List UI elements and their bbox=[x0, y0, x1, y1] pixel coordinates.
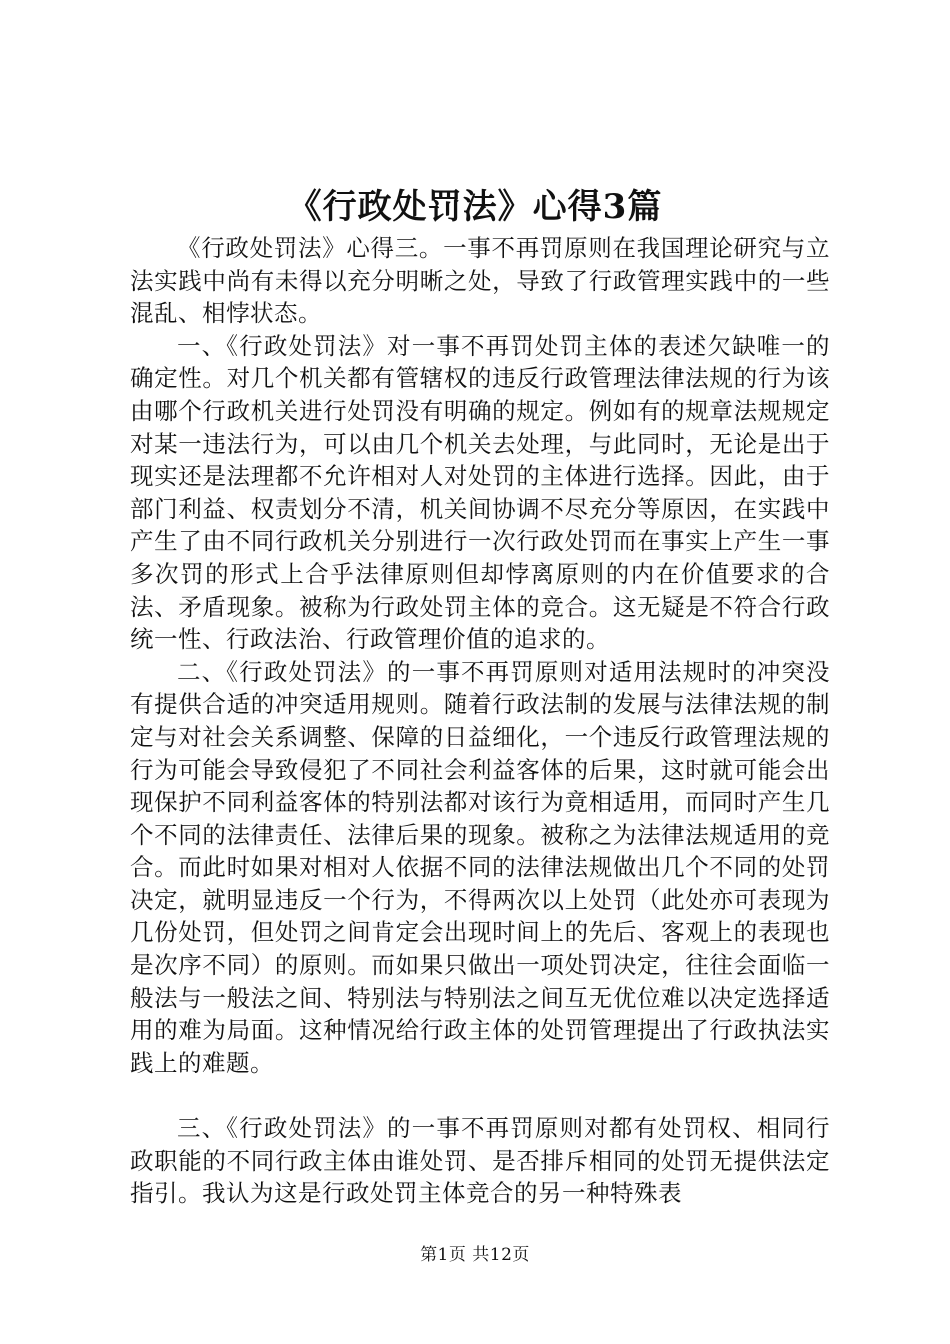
page-footer: 第1页 共12页 bbox=[420, 1245, 530, 1265]
paragraph-section-3: 三、《行政处罚法》的一事不再罚原则对都有处罚权、相同行政职能的不同行政主体由谁处罚、是否排斥相同的处罚无提供法定指引。我认为这是行政处罚主体竞合的另一种特殊表 bbox=[130, 1114, 830, 1208]
paragraph-intro: 《行政处罚法》心得三。一事不再罚原则在我国理论研究与立法实践中尚有未得以充分明晰之处，导致了行政管理实践中的一些混乱、相悖状态。 bbox=[130, 234, 830, 328]
paragraph-section-1: 一、《行政处罚法》对一事不再罚处罚主体的表述欠缺唯一的确定性。对几个机关都有管辖权的违反行政管理法律法规的行为该由哪个行政机关进行处罚没有明确的规定。例如有的规章法规规定对某一违法行为，可以由几个机关去处理，与此同时，无论是出于现实还是法理都不允许相对人对处罚的主体进行选择。因此，由于部门利益、权责划分不清，机关间协调不尽充分等原因，在实践中产生了由不同行政机关分别进行一次行政处罚而在事实上产生一事多次罚的形式上合乎法律原则但却悖离原则的内在价值要求的合法、矛盾现象。被称为行政处罚主体的竞合。这无疑是不符合行政统一性、行政法治、行政管理价值的追求的。 bbox=[130, 331, 830, 654]
page-title: 《行政处罚法》心得3篇 bbox=[287, 187, 663, 227]
document-body bbox=[130, 232, 830, 1210]
paragraph-section-2: 二、《行政处罚法》的一事不再罚原则对适用法规时的冲突没有提供合适的冲突适用规则。随着行政法制的发展与法律法规的制定与对社会关系调整、保障的日益细化，一个违反行政管理法规的行为可能会导致侵犯了不同社会利益客体的后果，这时就可能会出现保护不同利益客体的特别法都对该行为竟相适用，而同时产生几个不同的法律责任、法律后果的现象。被称之为法律法规适用的竞合。而此时如果对相对人依据不同的法律法规做出几个不同的处罚决定，就明显违反一个行为，不得两次以上处罚（此处亦可表现为几份处罚，但处罚之间肯定会出现时间上的先后、客观上的表现也是次序不同）的原则。而如果只做出一项处罚决定，往往会面临一般法与一般法之间、特别法与特别法之间互无优位难以决定选择适用的难为局面。这种情况给行政主体的处罚管理提出了行政执法实践上的难题。 bbox=[130, 657, 830, 1077]
